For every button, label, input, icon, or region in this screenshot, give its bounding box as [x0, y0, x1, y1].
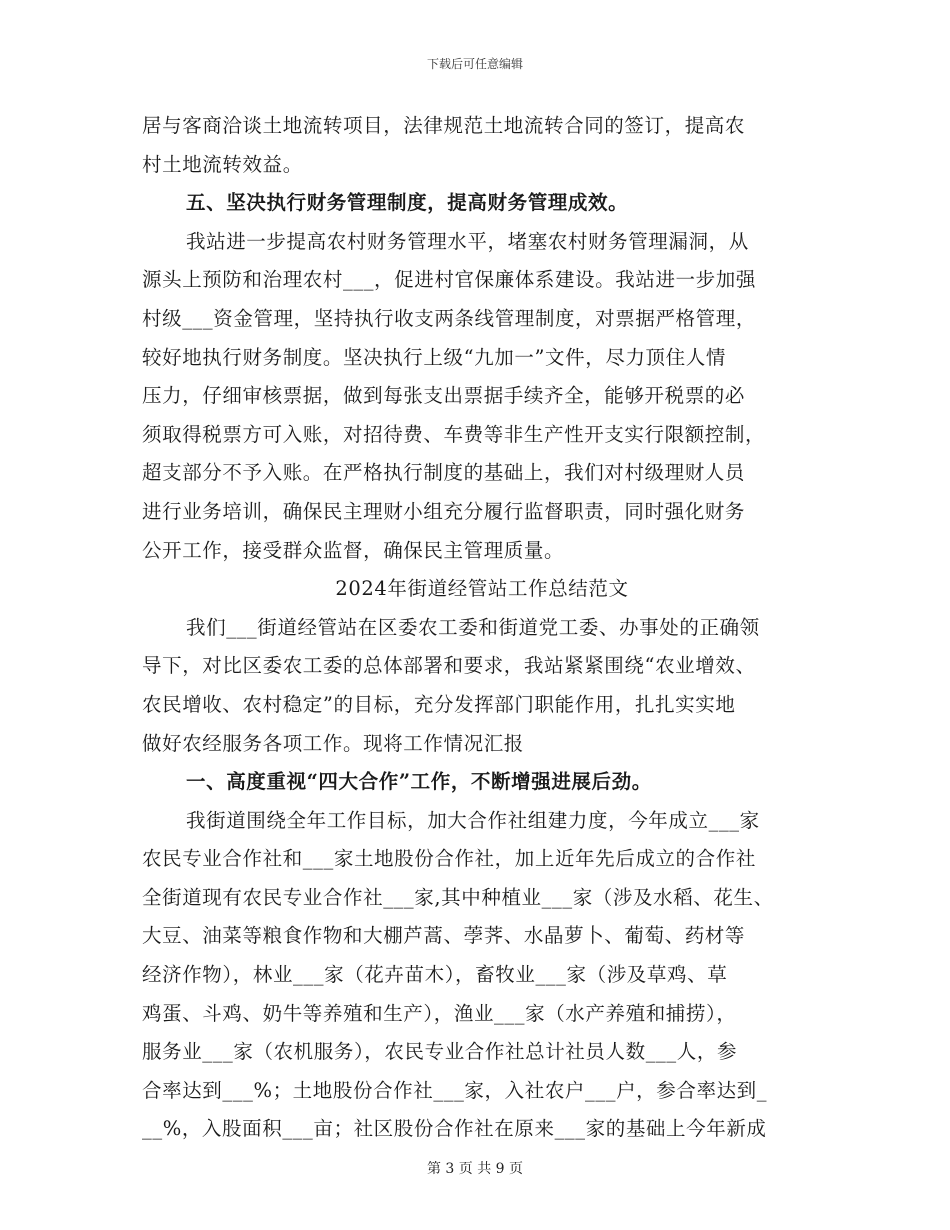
body-line: 农民增收、农村稳定”的目标，充分发挥部门职能作用，扎扎实实地	[142, 692, 736, 716]
body-line: 较好地执行财务制度。坚决执行上级“九加一”文件，尽力顶住人情	[142, 345, 726, 369]
body-line: 压力，仔细审核票据，做到每张支出票据手续齐全，能够开税票的必	[142, 384, 746, 408]
body-line: 我站进一步提高农村财务管理水平，堵塞农村财务管理漏洞，从	[186, 229, 749, 253]
body-line: 农民专业合作社和___家土地股份合作社，加上近年先后成立的合作社	[142, 847, 756, 871]
document-body	[142, 107, 822, 1149]
body-line: 超支部分不予入账。在严格执行制度的基础上，我们对村级理财人员	[142, 461, 746, 485]
body-line: 鸡蛋、斗鸡、奶牛等养殖和生产），渔业___家（水产养殖和捕捞），	[142, 1001, 737, 1025]
page-number: 第 3 页 共 9 页	[426, 1161, 524, 1177]
body-line: 村土地流转效益。	[142, 152, 303, 176]
body-line: 居与客商洽谈土地流转项目，法律规范土地流转合同的签订，提高农	[142, 114, 746, 137]
section-heading: 一、高度重视“四大合作”工作，不断增强进展后劲。	[186, 770, 652, 794]
body-line: 我街道围绕全年工作目标，加大合作社组建力度，今年成立___家	[186, 808, 760, 832]
body-line: 村级___资金管理，坚持执行收支两条线管理制度，对票据严格管理，	[142, 306, 756, 330]
page-header-note: 下载后可任意编辑	[426, 57, 523, 71]
body-line: 经济作物），林业___家（花卉苗木），畜牧业___家（涉及草鸡、草	[142, 963, 728, 987]
body-line: 公开工作，接受群众监督，确保民主管理质量。	[142, 538, 565, 562]
body-line: 做好农经服务各项工作。现将工作情况汇报	[142, 731, 524, 755]
body-line: __%，入股面积___亩；社区股份合作社在原来___家的基础上今年新成	[142, 1117, 767, 1141]
body-line: 须取得税票方可入账，对招待费、车费等非生产性开支实行限额控制，	[142, 422, 766, 446]
body-line: 大豆、油菜等粮食作物和大棚芦蒿、荸荠、水晶萝卜、葡萄、药材等	[142, 924, 746, 948]
body-line: 合率达到___%；土地股份合作社___家，入社农户___户，参合率达到_	[142, 1078, 768, 1102]
body-line: 我们___街道经管站在区委农工委和街道党工委、办事处的正确领	[186, 615, 760, 639]
document-title: 2024年街道经管站工作总结范文	[335, 577, 629, 601]
section-heading: 五、坚决执行财务管理制度，提高财务管理成效。	[186, 191, 629, 215]
body-line: 服务业___家（农机服务），农民专业合作社总计社员人数___人，参	[142, 1040, 738, 1064]
body-line: 源头上预防和治理农村___，促进村官保廉体系建设。我站进一步加强	[142, 268, 756, 292]
body-line: 导下，对比区委农工委的总体部署和要求，我站紧紧围绕“农业增效、	[142, 654, 756, 678]
body-line: 进行业务培训，确保民主理财小组充分履行监督职责，同时强化财务	[142, 499, 746, 523]
body-line: 全街道现有农民专业合作社___家,其中种植业___家（涉及水稻、花生、	[142, 885, 774, 909]
